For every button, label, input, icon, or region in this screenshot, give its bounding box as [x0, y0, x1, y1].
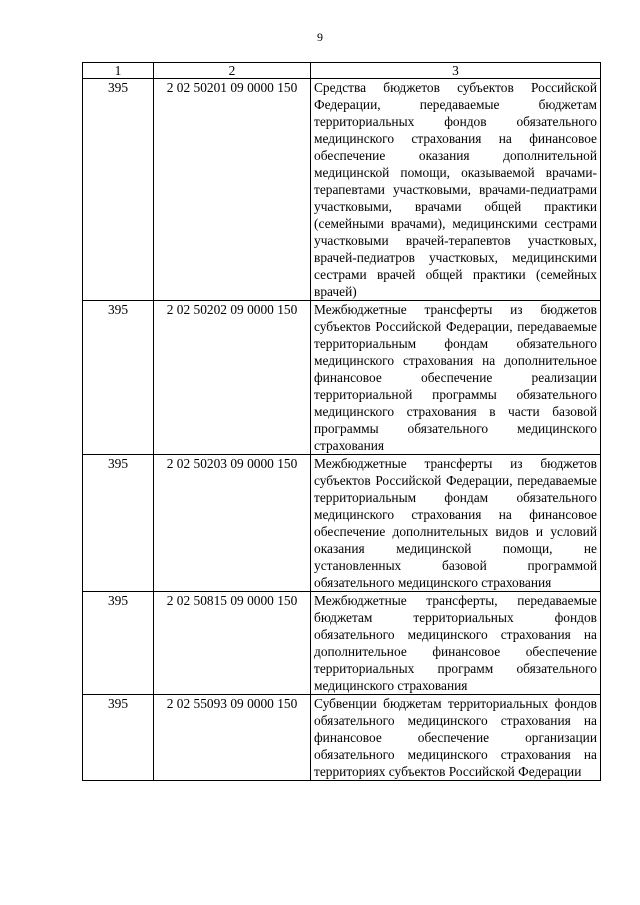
table-row: [83, 695, 601, 781]
administrator-code: 395: [83, 695, 154, 781]
revenue-description: Межбюджетные трансферты, передаваемые бюджетам территориальных фондов обязательного медицинского страхования на дополнительное финансовое обеспечение территориальных программ обязательного медицинского страхования: [311, 592, 601, 695]
revenue-description: Межбюджетные трансферты из бюджетов субъектов Российской Федерации, передаваемые территориальным фондам обязательного медицинского страхования на дополнительное финансовое обеспечение реализации территориальной программы обязательного медицинского страхования в части базовой программы обязательного медицинского страхования: [311, 301, 601, 455]
budget-classification-code: 2 02 50815 09 0000 150: [154, 592, 311, 695]
column-header-1: 1: [83, 63, 154, 79]
revenue-description: Субвенции бюджетам территориальных фондов обязательного медицинского страхования на финансовое обеспечение организации обязательного медицинского страхования на территориях субъектов Российской Федерации: [311, 695, 601, 781]
budget-classification-code: 2 02 50201 09 0000 150: [154, 79, 311, 301]
budget-classification-table: [82, 62, 601, 781]
column-header-3: 3: [311, 63, 601, 79]
revenue-description: Средства бюджетов субъектов Российской Федерации, передаваемые бюджетам территориальных фондов обязательного медицинского страхования на финансовое обеспечение оказания дополнительной медицинской помощи, оказываемой врачами-терапевтами участковыми, врачами-педиатрами участковыми, врачами общей практики (семейными врачами), медицинскими сестрами участковыми врачей-терапевтов участковых, врачей-педиатров участковых, медицинскими сестрами врачей общей практики (семейных врачей): [311, 79, 601, 301]
table-row: [83, 79, 601, 301]
administrator-code: 395: [83, 592, 154, 695]
budget-classification-code: 2 02 55093 09 0000 150: [154, 695, 311, 781]
revenue-description: Межбюджетные трансферты из бюджетов субъектов Российской Федерации, передаваемые территориальным фондам обязательного медицинского страхования на финансовое обеспечение дополнительных видов и условий оказания медицинской помощи, не установленных базовой программой обязательного медицинского страхования: [311, 455, 601, 592]
table-row: [83, 592, 601, 695]
budget-classification-code: 2 02 50202 09 0000 150: [154, 301, 311, 455]
page-number: 9: [317, 30, 323, 44]
budget-classification-code: 2 02 50203 09 0000 150: [154, 455, 311, 592]
administrator-code: 395: [83, 79, 154, 301]
table-row: [83, 301, 601, 455]
administrator-code: 395: [83, 301, 154, 455]
administrator-code: 395: [83, 455, 154, 592]
table-row: [83, 455, 601, 592]
column-header-2: 2: [154, 63, 311, 79]
table-header-row: [83, 63, 601, 79]
